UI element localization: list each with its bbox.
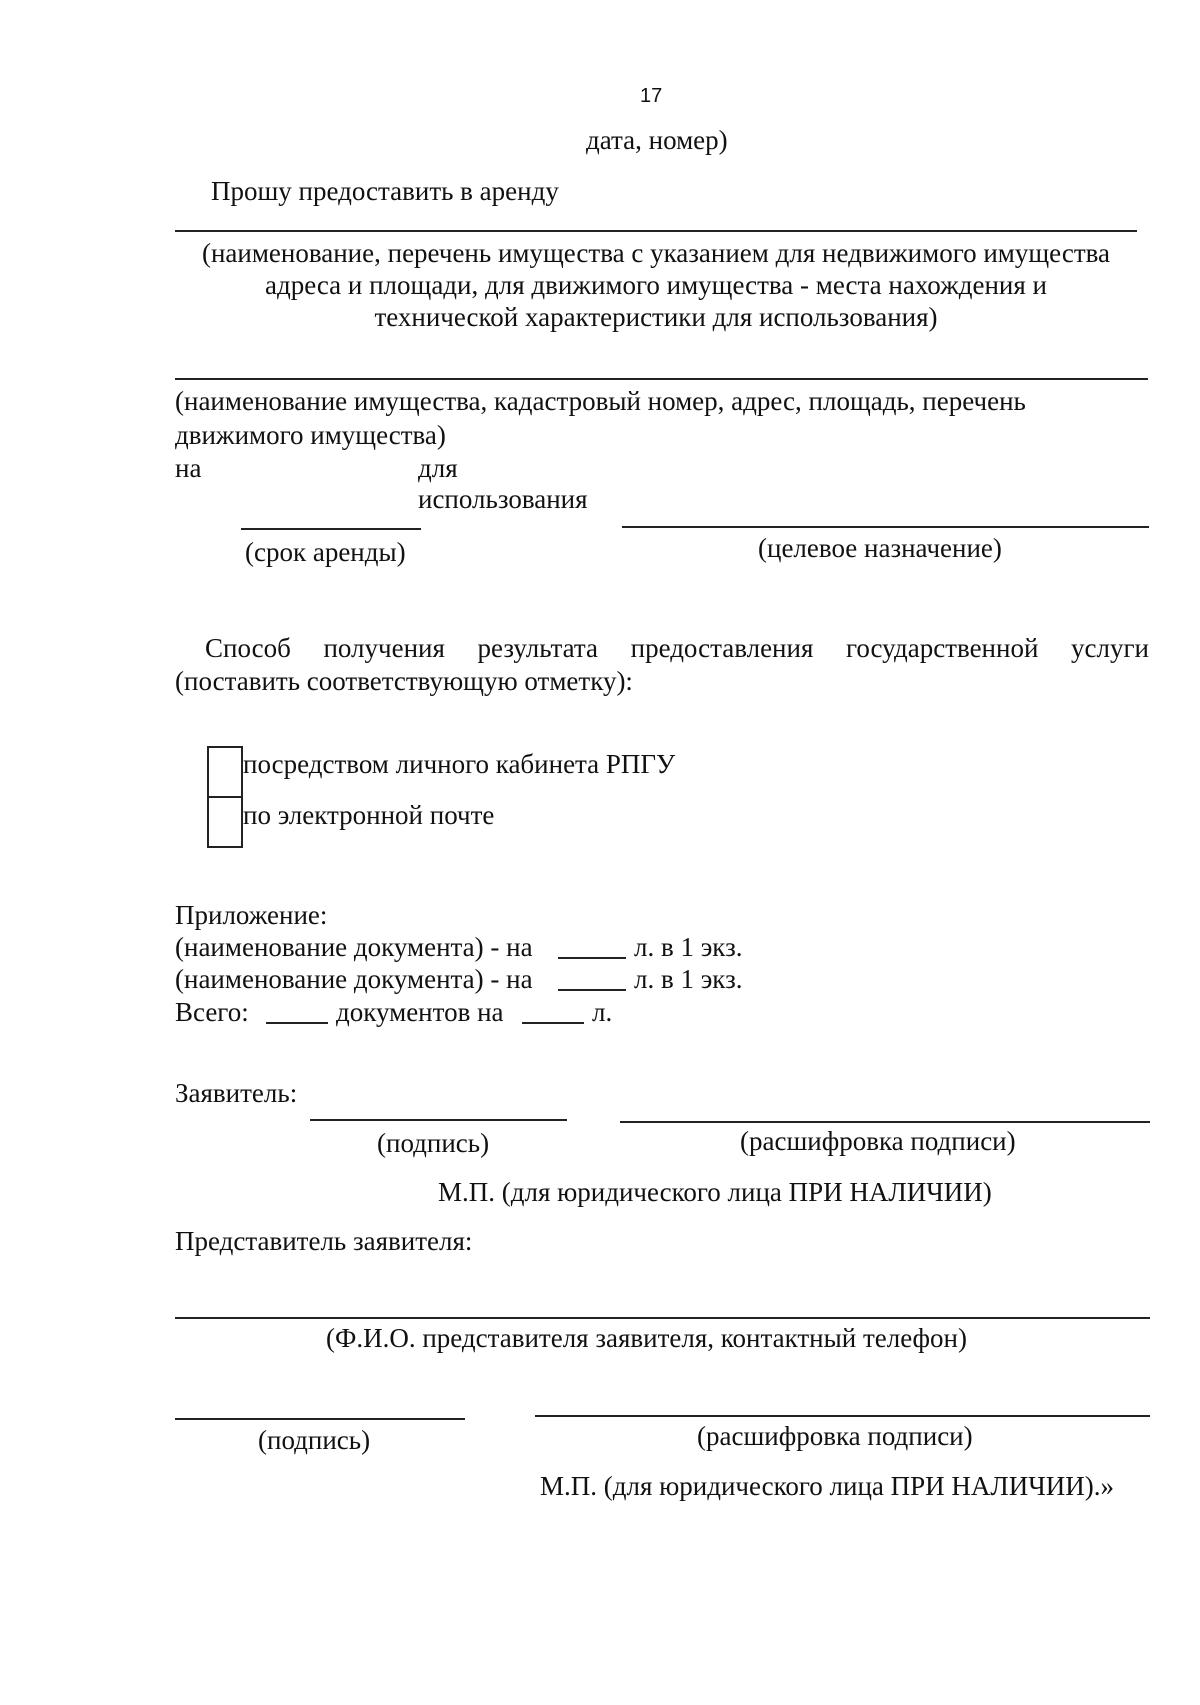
term-on-label: на — [175, 453, 202, 483]
attachments-title: Приложение: — [175, 900, 328, 930]
page-number: 17 — [640, 85, 663, 107]
attachment-item-2-name: (наименование документа) - на — [175, 964, 533, 994]
property-details-hint-2: движимого имущества) — [175, 420, 446, 450]
attachment-item-1-name: (наименование документа) - на — [175, 932, 533, 962]
representative-seal-note: М.П. (для юридического лица ПРИ НАЛИЧИИ).» — [540, 1471, 1115, 1501]
delivery-option-email-checkbox[interactable] — [207, 796, 243, 848]
term-hint: (срок аренды) — [245, 537, 406, 567]
representative-title: Представитель заявителя: — [175, 1226, 473, 1256]
representative-decoding-line[interactable] — [535, 1415, 1150, 1417]
applicant-decoding-line[interactable] — [620, 1121, 1150, 1123]
attachment-item-1-sheets-input[interactable] — [558, 957, 626, 959]
delivery-option-rpgu-label: посредством личного кабинета РПГУ — [243, 749, 676, 779]
attachment-item-1-suffix: л. в 1 экз. — [634, 932, 743, 962]
applicant-signature-line[interactable] — [310, 1119, 567, 1121]
term-for-label: для — [418, 453, 458, 483]
delivery-option-rpgu-checkbox[interactable] — [207, 746, 243, 798]
property-input-line[interactable] — [175, 230, 1137, 232]
representative-name-hint: (Ф.И.О. представителя заявителя, контактный телефон) — [326, 1323, 967, 1353]
term-usage-label: использования — [418, 484, 588, 514]
representative-decoding-hint: (расшифровка подписи) — [697, 1421, 973, 1451]
property-details-input-line[interactable] — [175, 378, 1148, 380]
applicant-decoding-hint: (расшифровка подписи) — [740, 1126, 1016, 1156]
purpose-hint: (целевое назначение) — [758, 533, 1002, 563]
property-details-hint-1: (наименование имущества, кадастровый номер, адрес, площадь, перечень — [175, 386, 1026, 416]
representative-name-line[interactable] — [175, 1317, 1150, 1319]
applicant-signature-hint: (подпись) — [377, 1128, 490, 1158]
applicant-title: Заявитель: — [175, 1078, 298, 1108]
header-fragment: дата, номер) — [586, 125, 728, 155]
request-line: Прошу предоставить в аренду — [211, 176, 559, 206]
property-hint-1: (наименование, перечень имущества с указанием для недвижимого имущества — [201, 238, 1111, 268]
attachments-total-sheets-input[interactable] — [522, 1022, 584, 1024]
attachments-total-suffix: л. — [592, 997, 613, 1027]
representative-signature-hint: (подпись) — [258, 1425, 371, 1455]
purpose-input-line[interactable] — [622, 526, 1149, 528]
delivery-intro-1: Способ получения результата предоставления государственной услуги — [205, 633, 1149, 663]
attachment-item-2-sheets-input[interactable] — [558, 989, 626, 991]
attachments-total-prefix: Всего: — [175, 997, 249, 1027]
attachment-item-2-suffix: л. в 1 экз. — [634, 964, 743, 994]
delivery-option-email-label: по электронной почте — [243, 800, 495, 830]
property-hint-3: технической характеристики для использования) — [374, 302, 938, 332]
applicant-seal-note: М.П. (для юридического лица ПРИ НАЛИЧИИ) — [438, 1177, 992, 1207]
attachments-total-count-input[interactable] — [266, 1022, 328, 1024]
attachments-total-mid: документов на — [336, 997, 504, 1027]
representative-signature-line[interactable] — [175, 1418, 465, 1420]
property-hint-2: адреса и площади, для движимого имущества - места нахождения и — [264, 270, 1047, 300]
term-input-line[interactable] — [241, 528, 421, 530]
delivery-intro-2: (поставить соответствующую отметку): — [175, 666, 633, 696]
